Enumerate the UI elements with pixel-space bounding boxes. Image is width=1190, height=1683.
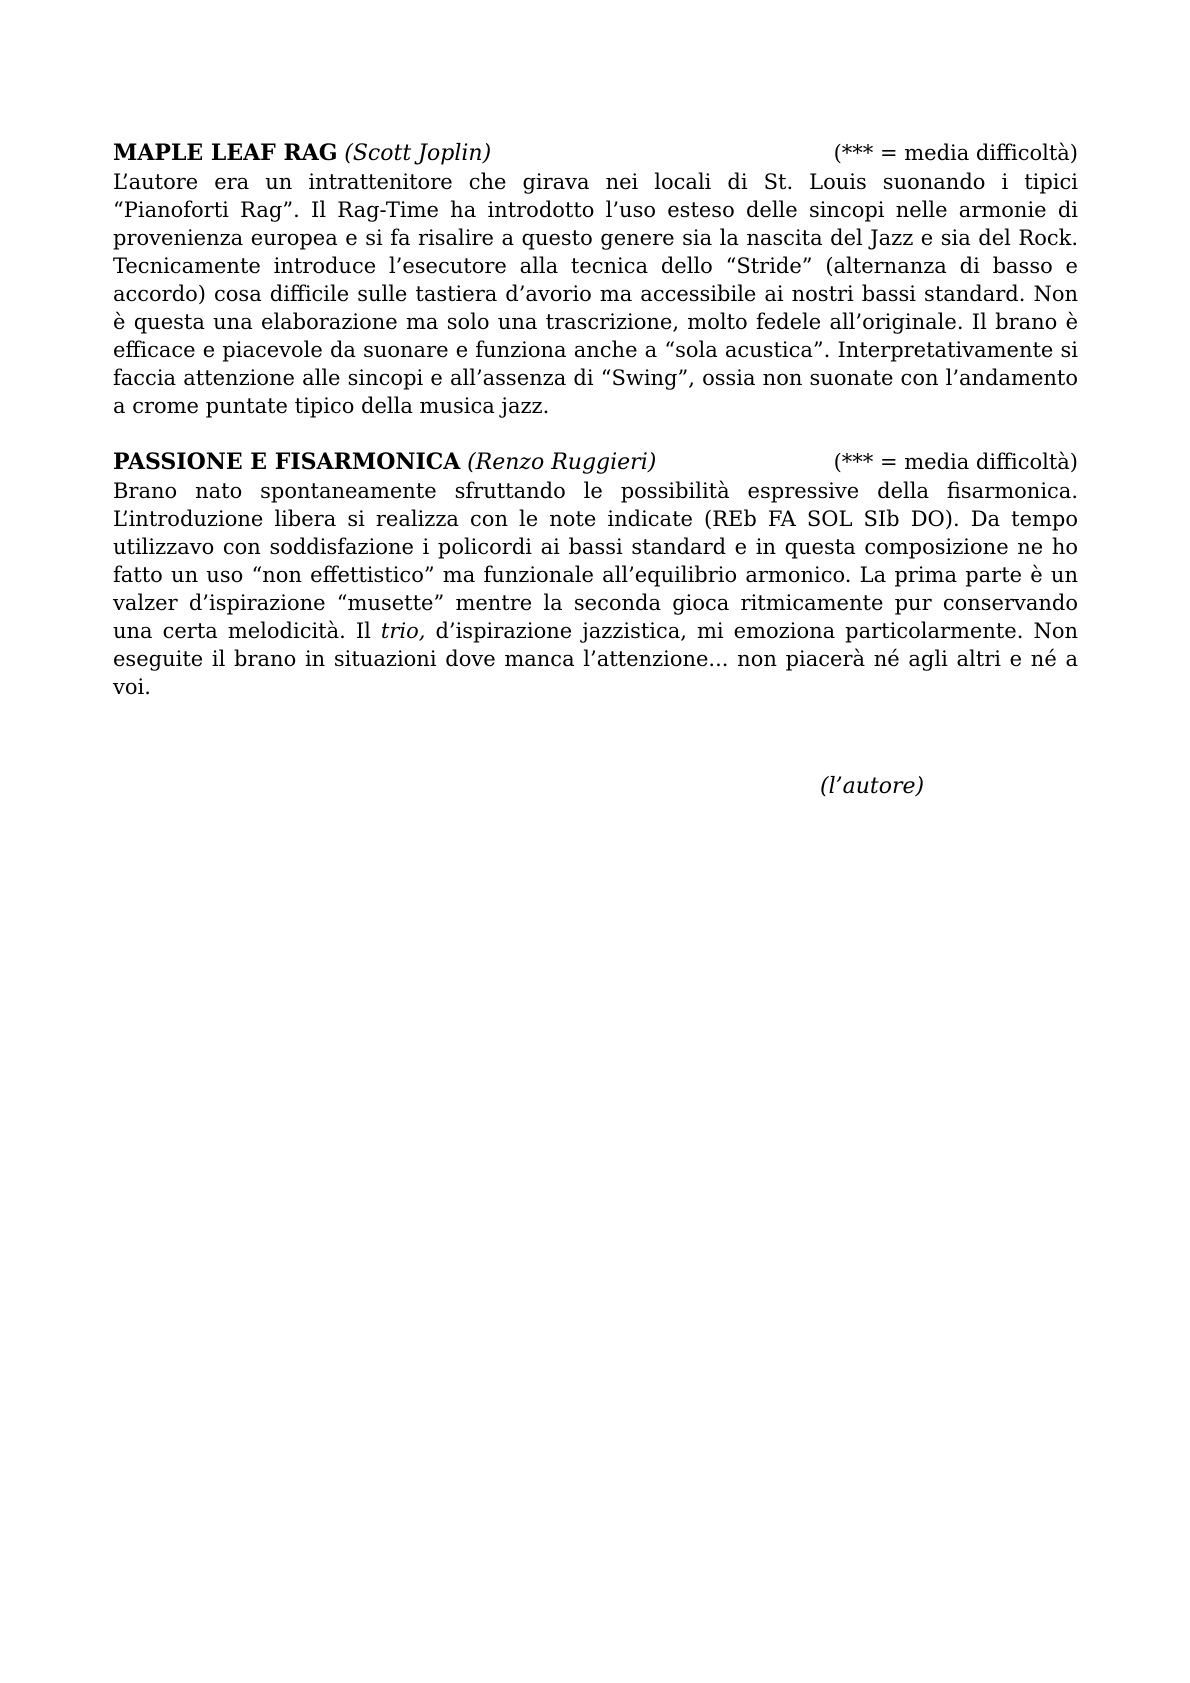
section-maple-leaf-rag [113, 139, 1078, 420]
piece-description [113, 477, 1078, 701]
piece-composer: (Scott Joplin) [344, 141, 492, 166]
piece-title: MAPLE LEAF RAG [113, 140, 338, 166]
section-heading-left [113, 448, 656, 477]
description-text-after: d’ispirazione jazzistica, mi emoziona particolarmente. Non eseguite il brano in situazioni dove manca l’attenzione... non piacerà né agli altri e né a voi. [113, 619, 1078, 699]
description-italic-word: trio, [380, 619, 426, 643]
piece-composer: (Renzo Ruggieri) [467, 450, 657, 475]
author-signature: (l’autore) [820, 774, 925, 799]
piece-title: PASSIONE E FISARMONICA [113, 449, 461, 475]
section-passione-e-fisarmonica [113, 448, 1078, 701]
piece-description: L’autore era un intrattenitore che girava nei locali di St. Louis suonando i tipici “Pianoforti Rag”. Il Rag-Time ha introdotto l’uso esteso delle sincopi nelle armonie di provenienza europea e si fa risalire a questo genere sia la nascita del Jazz e sia del Rock. Tecnicamente introduce l’esecutore alla tecnica dello “Stride” (alternanza di basso e accordo) cosa difficile sulle tastiera d’avorio ma accessibile ai nostri bassi standard. Non è questa una elaborazione ma solo una trascrizione, molto fedele all’originale. Il brano è efficace e piacevole da suonare e funziona anche a “sola acustica”. Interpretativamente si faccia attenzione alle sincopi e all’assenza di “Swing”, ossia non suonate con l’andamento a crome puntate tipico della musica jazz. [113, 170, 1078, 418]
section-heading-row [113, 448, 1078, 477]
difficulty-legend: (*** = media difficoltà) [833, 450, 1078, 474]
difficulty-legend: (*** = media difficoltà) [833, 141, 1078, 165]
section-heading-left [113, 139, 491, 168]
description-text-before: Brano nato spontaneamente sfruttando le possibilità espressive della fisarmonica. L’introduzione libera si realizza con le note indicate (REb FA SOL SIb DO). Da tempo utilizzavo con soddisfazione i policordi ai bassi standard e in questa composizione ne ho fatto un uso “non effettistico” ma funzionale all’equilibrio armonico. La prima parte è un valzer d’ispirazione “musette” mentre la seconda gioca ritmicamente pur conservando una certa melodicità. Il [113, 479, 1078, 643]
section-heading-row [113, 139, 1078, 168]
